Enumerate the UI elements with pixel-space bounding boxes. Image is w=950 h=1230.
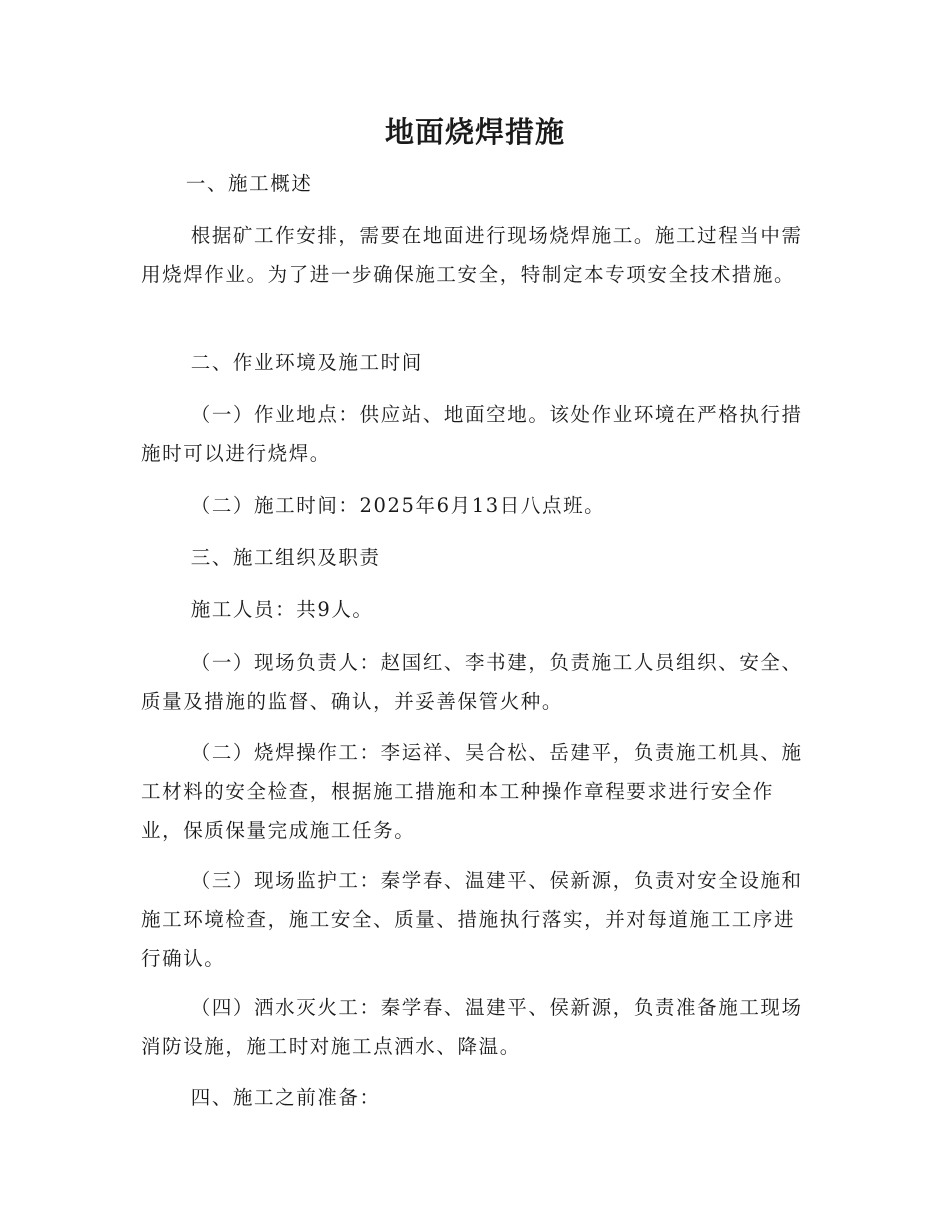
paragraph-time: （二）施工时间：2025年6月13日八点班。: [190, 494, 606, 517]
paragraph-staff-count: 施工人员：共9人。: [190, 598, 374, 621]
paragraph-site-leader: （一）现场负责人：赵国红、李书建，负责施工人员组织、安全、质量及措施的监督、确认，并妥善保管火种。: [141, 651, 803, 713]
paragraph-firefighters: （四）洒水灭火工：秦学春、温建平、侯新源，负责准备施工现场消防设施，施工时对施工点洒水、降温。: [141, 996, 803, 1058]
paragraph-supervisors: （三）现场监护工：秦学春、温建平、侯新源，负责对安全设施和施工环境检查，施工安全、质量、措施执行落实，并对每道施工工序进行确认。: [141, 869, 803, 970]
section-heading-overview: 一、施工概述: [185, 172, 313, 195]
section-heading-preparation: 四、施工之前准备：: [190, 1086, 381, 1109]
section-heading-organization: 三、施工组织及职责: [190, 546, 381, 569]
paragraph-location: （一）作业地点：供应站、地面空地。该处作业环境在严格执行措施时可以进行烧焊。: [141, 403, 803, 465]
document-title: 地面烧焊措施: [384, 115, 565, 149]
paragraph-welders: （二）烧焊操作工：李运祥、吴合松、岳建平，负责施工机具、施工材料的安全检查，根据施工措施和本工种操作章程要求进行安全作业，保质保量完成施工任务。: [141, 741, 803, 842]
paragraph-overview: 根据矿工作安排，需要在地面进行现场烧焊施工。施工过程当中需用烧焊作业。为了进一步确保施工安全，特制定本专项安全技术措施。: [141, 224, 803, 286]
section-heading-environment: 二、作业环境及施工时间: [190, 351, 423, 374]
